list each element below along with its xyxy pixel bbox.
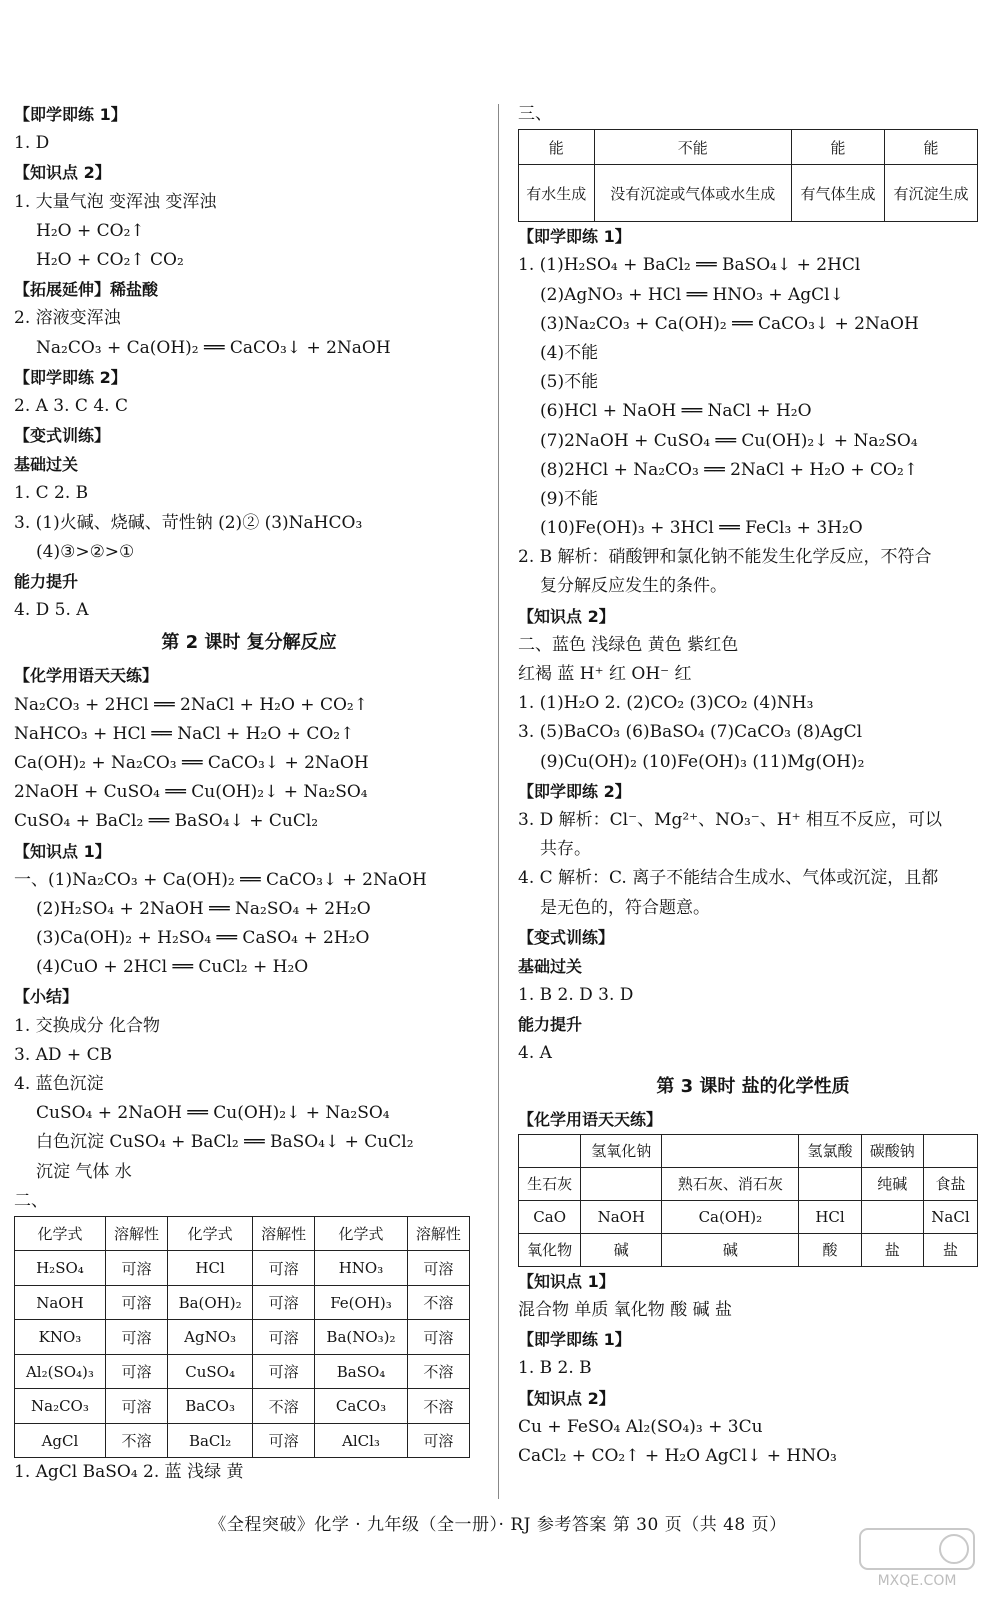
answer-line: 1. (1)H₂O 2. (2)CO₂ (3)CO₂ (4)NH₃ (518, 693, 814, 714)
answer-line: 2. 溶液变浑浊 (14, 308, 121, 329)
table-cell: Ba(NO₃)₂ (315, 1320, 407, 1355)
answer-line: (9)Cu(OH)₂ (10)Fe(OH)₃ (11)Mg(OH)₂ (540, 751, 865, 772)
table-header-cell: 溶解性 (253, 1216, 315, 1251)
table-header-cell: 化学式 (168, 1216, 253, 1251)
table-cell: Fe(OH)₃ (315, 1285, 407, 1320)
answer-line: 3. (5)BaCO₃ (6)BaSO₄ (7)CaCO₃ (8)AgCl (518, 722, 863, 743)
table-cell: 可溶 (407, 1320, 469, 1355)
table-cell: 可溶 (105, 1320, 167, 1355)
section-heading: 【变式训练】 (518, 927, 615, 947)
table-cell: AgCl (15, 1423, 106, 1458)
table-header-cell: 能 (885, 130, 978, 165)
answer-line: 1. 大量气泡 变浑浊 变浑浊 (14, 191, 217, 212)
left-answer-lines (14, 100, 484, 1216)
table-row (15, 1251, 470, 1286)
answer-line: (3)Ca(OH)₂ + H₂SO₄ ══ CaSO₄ + 2H₂O (36, 928, 370, 949)
table-header-cell: 能 (519, 130, 595, 165)
table-cell: 生石灰 (519, 1167, 581, 1200)
answer-line: H₂O + CO₂↑ (36, 220, 145, 241)
table-cell: CuSO₄ (168, 1354, 253, 1389)
section-heading: 能力提升 (518, 1015, 583, 1035)
answer-line: (6)HCl + NaOH ══ NaCl + H₂O (540, 401, 812, 422)
table-cell: 可溶 (253, 1354, 315, 1389)
answer-line: 1. B 2. D 3. D (518, 985, 634, 1006)
answer-line: 二、蓝色 浅绿色 黄色 紫红色 (518, 634, 739, 655)
answer-line: 4. 蓝色沉淀 (14, 1074, 104, 1094)
left-column (14, 100, 484, 1488)
section-heading: 【即学即练 2】 (14, 367, 127, 387)
table-cell: 可溶 (105, 1285, 167, 1320)
table-cell: 盐 (923, 1233, 977, 1266)
answer-line: Cu + FeSO₄ Al₂(SO₄)₃ + 3Cu (518, 1416, 763, 1437)
table-cell: Na₂CO₃ (15, 1389, 106, 1424)
answer-line: 是无色的，符合题意。 (540, 897, 710, 918)
answer-line: (8)2HCl + Na₂CO₃ ══ 2NaCl + H₂O + CO₂↑ (540, 459, 919, 480)
answer-line: 白色沉淀 CuSO₄ + BaCl₂ ══ BaSO₄↓ + CuCl₂ (36, 1132, 414, 1153)
left-tail-line: 1. AgCl BaSO₄ 2. 蓝 浅绿 黄 (14, 1462, 244, 1483)
table-cell: 可溶 (253, 1285, 315, 1320)
table-cell: Ba(OH)₂ (168, 1285, 253, 1320)
answer-line: 3. (1)火碱、烧碱、苛性钠 (2)② (3)NaHCO₃ (14, 512, 363, 533)
answer-line: Ca(OH)₂ + Na₂CO₃ ══ CaCO₃↓ + 2NaOH (14, 752, 369, 773)
answer-line: 4. D 5. A (14, 600, 89, 621)
answer-line: 4. A (518, 1043, 552, 1064)
section-heading: 能力提升 (14, 572, 79, 591)
answer-line: 红褐 蓝 H⁺ 红 OH⁻ 红 (518, 664, 692, 684)
table-header-cell: 化学式 (15, 1216, 106, 1251)
section-heading: 【知识点 2】 (14, 163, 111, 183)
table-cell (799, 1167, 861, 1200)
table-row (519, 1233, 978, 1266)
table-row (15, 1389, 470, 1424)
substance-names-table (518, 1134, 978, 1267)
table-cell (581, 1167, 662, 1200)
answer-line: 二、 (14, 1190, 48, 1211)
table-cell: 氢氧化钠 (581, 1134, 662, 1167)
table-cell: 不溶 (407, 1389, 469, 1424)
answer-line: 共存。 (540, 839, 591, 860)
table-header-cell: 溶解性 (407, 1216, 469, 1251)
table-cell: 碱 (662, 1233, 799, 1266)
table-header-cell: 溶解性 (105, 1216, 167, 1251)
table-header-cell: 能 (792, 130, 885, 165)
table-cell: H₂SO₄ (15, 1251, 106, 1286)
answer-line: (9)不能 (540, 488, 599, 509)
table-header-row (519, 130, 978, 165)
answer-line: 3. D 解析：Cl⁻、Mg²⁺、NO₃⁻、H⁺ 相互不反应，可以 (518, 809, 942, 830)
section-heading: 【化学用语天天练】 (518, 1109, 663, 1129)
table-cell: 可溶 (253, 1251, 315, 1286)
section-heading: 【即学即练 2】 (518, 781, 631, 801)
table-cell: 酸 (799, 1233, 861, 1266)
table-cell: 不溶 (407, 1285, 469, 1320)
answer-line: CuSO₄ + 2NaOH ══ Cu(OH)₂↓ + Na₂SO₄ (36, 1103, 390, 1124)
answer-line: 3. AD + CB (14, 1044, 113, 1065)
answer-line: 1. D (14, 133, 50, 154)
table-cell: NaCl (923, 1200, 977, 1233)
table-cell: 没有沉淀或气体或水生成 (594, 165, 792, 222)
watermark-logo (858, 1525, 976, 1589)
table-row (519, 1200, 978, 1233)
table-cell: 不溶 (253, 1389, 315, 1424)
section-heading: 【即学即练 1】 (518, 227, 631, 247)
table-cell: 碳酸钠 (861, 1134, 923, 1167)
answer-line: (2)AgNO₃ + HCl ══ HNO₃ + AgCl↓ (540, 284, 844, 305)
table-cell: Al₂(SO₄)₃ (15, 1354, 106, 1389)
answer-line: (7)2NaOH + CuSO₄ ══ Cu(OH)₂↓ + Na₂SO₄ (540, 430, 918, 451)
table-cell (923, 1134, 977, 1167)
reaction-conditions-table (518, 129, 978, 222)
table-cell: HCl (799, 1200, 861, 1233)
table-cell: NaOH (15, 1285, 106, 1320)
table-header-cell: 化学式 (315, 1216, 407, 1251)
table-cell: 可溶 (253, 1423, 315, 1458)
section-heading: 基础过关 (14, 455, 79, 475)
lesson-title: 第 3 课时 盐的化学性质 (656, 1075, 850, 1097)
right-column (518, 100, 988, 1471)
table-cell: 氢氯酸 (799, 1134, 861, 1167)
table-cell: 盐 (861, 1233, 923, 1266)
answer-line: 2NaOH + CuSO₄ ══ Cu(OH)₂↓ + Na₂SO₄ (14, 782, 368, 803)
table-row (519, 165, 978, 222)
answer-line: (10)Fe(OH)₃ + 3HCl ══ FeCl₃ + 3H₂O (540, 518, 863, 539)
section-heading: 【知识点 1】 (14, 841, 111, 861)
right-answer-lines (518, 222, 988, 1134)
section-heading: 【知识点 2】 (518, 606, 615, 626)
section-heading: 【化学用语天天练】 (14, 666, 159, 686)
answer-line: Na₂CO₃ + Ca(OH)₂ ══ CaCO₃↓ + 2NaOH (36, 337, 391, 358)
column-divider (498, 104, 499, 1499)
table-cell: KNO₃ (15, 1320, 106, 1355)
table-cell: 可溶 (407, 1423, 469, 1458)
section-heading: 【小结】 (14, 987, 79, 1007)
table-cell: 不溶 (105, 1423, 167, 1458)
answer-line: 2. A 3. C 4. C (14, 395, 128, 416)
table-cell: 可溶 (407, 1251, 469, 1286)
answer-line: (3)Na₂CO₃ + Ca(OH)₂ ══ CaCO₃↓ + 2NaOH (540, 313, 919, 334)
table-cell: 可溶 (105, 1389, 167, 1424)
right-tail-lines (518, 1267, 988, 1471)
table-cell: HNO₃ (315, 1251, 407, 1286)
section-heading: 基础过关 (518, 956, 583, 976)
table-cell: BaCl₂ (168, 1423, 253, 1458)
table-header-cell: 不能 (594, 130, 792, 165)
table-row (15, 1423, 470, 1458)
table-cell: CaO (519, 1200, 581, 1233)
table-cell: 可溶 (253, 1320, 315, 1355)
table-header-row (15, 1216, 470, 1251)
table-cell: AlCl₃ (315, 1423, 407, 1458)
table-row (15, 1320, 470, 1355)
section-heading: 【即学即练 1】 (14, 105, 127, 124)
section-three-label: 三、 (518, 104, 552, 124)
table-cell: BaSO₄ (315, 1354, 407, 1389)
watermark-text: MXQE.COM (877, 1573, 957, 1589)
lesson-title: 第 2 课时 复分解反应 (161, 632, 337, 654)
table-cell: CaCO₃ (315, 1389, 407, 1424)
answer-line: 4. C 解析：C. 离子不能结合生成水、气体或沉淀，且都 (518, 868, 939, 889)
answer-line: (5)不能 (540, 372, 599, 393)
section-heading: 【拓展延伸】稀盐酸 (14, 280, 159, 300)
table-cell: AgNO₃ (168, 1320, 253, 1355)
table-cell: 可溶 (105, 1251, 167, 1286)
table-cell: 碱 (581, 1233, 662, 1266)
answer-line: 1. 交换成分 化合物 (14, 1015, 161, 1036)
table-cell: 纯碱 (861, 1167, 923, 1200)
answer-line: 复分解反应发生的条件。 (540, 576, 727, 597)
table-row (15, 1285, 470, 1320)
table-cell: BaCO₃ (168, 1389, 253, 1424)
table-cell: Ca(OH)₂ (662, 1200, 799, 1233)
answer-line: H₂O + CO₂↑ CO₂ (36, 249, 184, 270)
table-cell (519, 1134, 581, 1167)
answer-line: CuSO₄ + BaCl₂ ══ BaSO₄↓ + CuCl₂ (14, 811, 319, 832)
table-cell: NaOH (581, 1200, 662, 1233)
table-cell (662, 1134, 799, 1167)
table-cell: 可溶 (105, 1354, 167, 1389)
table-cell: 有沉淀生成 (885, 165, 978, 222)
answer-line: 一、(1)Na₂CO₃ + Ca(OH)₂ ══ CaCO₃↓ + 2NaOH (14, 869, 427, 890)
table-cell (861, 1200, 923, 1233)
table-cell: 熟石灰、消石灰 (662, 1167, 799, 1200)
answer-line: 沉淀 气体 水 (36, 1161, 132, 1182)
section-heading: 【知识点 1】 (518, 1271, 615, 1291)
answer-line: (2)H₂SO₄ + 2NaOH ══ Na₂SO₄ + 2H₂O (36, 898, 371, 919)
answer-line: 2. B 解析：硝酸钾和氯化钠不能发生化学反应，不符合 (518, 547, 932, 568)
answer-line: (4)③>②>① (36, 541, 135, 562)
section-heading: 【变式训练】 (14, 426, 111, 446)
table-cell: 有水生成 (519, 165, 595, 222)
answer-line: 1. C 2. B (14, 483, 89, 504)
page-footer: 《全程突破》化学 · 九年级（全一册）· RJ 参考答案 第 30 页（共 48 页） (209, 1515, 787, 1535)
answer-line: 混合物 单质 氧化物 酸 碱 盐 (518, 1300, 733, 1320)
table-cell: 氧化物 (519, 1233, 581, 1266)
answer-line: (4)不能 (540, 342, 599, 363)
answer-line: NaHCO₃ + HCl ══ NaCl + H₂O + CO₂↑ (14, 723, 355, 744)
table-cell: HCl (168, 1251, 253, 1286)
table-cell: 不溶 (407, 1354, 469, 1389)
answer-line: CaCl₂ + CO₂↑ + H₂O AgCl↓ + HNO₃ (518, 1445, 837, 1466)
answer-line: (4)CuO + 2HCl ══ CuCl₂ + H₂O (36, 957, 309, 978)
answer-line: 1. B 2. B (518, 1358, 592, 1379)
solubility-table (14, 1216, 470, 1459)
section-heading: 【知识点 2】 (518, 1388, 615, 1408)
section-heading: 【即学即练 1】 (518, 1330, 631, 1350)
table-row (519, 1134, 978, 1167)
table-cell: 食盐 (923, 1167, 977, 1200)
answer-line: 1. (1)H₂SO₄ + BaCl₂ ══ BaSO₄↓ + 2HCl (518, 255, 861, 276)
table-row (519, 1167, 978, 1200)
table-row (15, 1354, 470, 1389)
answer-line: Na₂CO₃ + 2HCl ══ 2NaCl + H₂O + CO₂↑ (14, 694, 368, 715)
table-cell: 有气体生成 (792, 165, 885, 222)
